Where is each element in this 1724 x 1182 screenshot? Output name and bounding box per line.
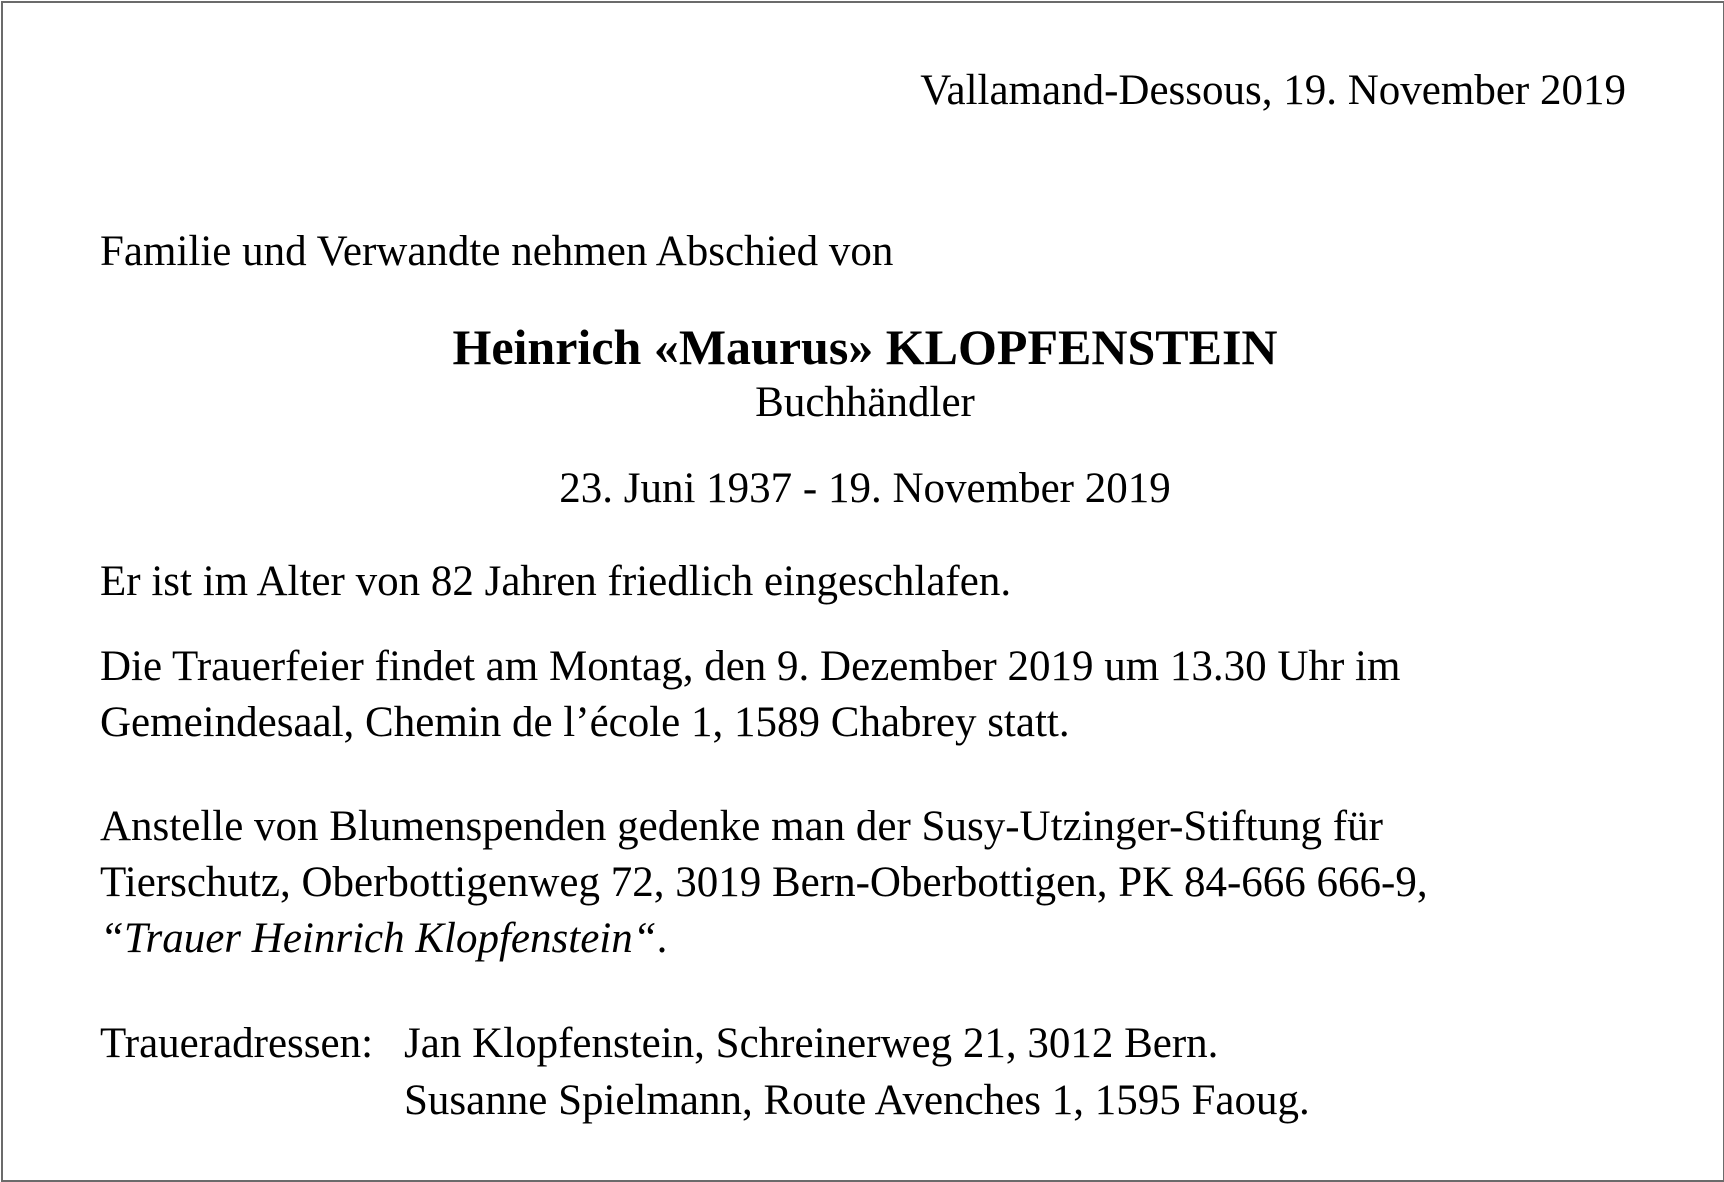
deceased-lifespan: 23. Juni 1937 - 19. November 2019 — [559, 465, 1171, 512]
donation-line-2: Tierschutz, Oberbottigenweg 72, 3019 Bern-Oberbottigen, PK 84-666 666-9, — [100, 859, 1428, 906]
service-paragraph — [100, 639, 1400, 751]
service-line-2: Gemeindesaal, Chemin de l’école 1, 1589 Chabrey statt. — [100, 699, 1070, 746]
deceased-name: Heinrich «Maurus» KLOPFENSTEIN — [452, 319, 1278, 375]
donation-reference-end: . — [656, 915, 668, 962]
mourning-addresses — [100, 1015, 1310, 1129]
obituary-card — [1, 1, 1724, 1182]
address-entry: Susanne Spielmann, Route Avenches 1, 1595 Faoug. — [404, 1077, 1310, 1124]
service-line-1: Die Trauerfeier findet am Montag, den 9. Dezember 2019 um 13.30 Uhr im — [100, 643, 1401, 690]
addresses-label: Traueradressen: — [100, 1020, 374, 1067]
address-entry: Jan Klopfenstein, Schreinerweg 21, 3012 Bern. — [404, 1020, 1219, 1067]
donation-reference: “Trauer Heinrich Klopfenstein“ — [100, 915, 657, 962]
address-row — [100, 1072, 1310, 1129]
address-row — [100, 1015, 1310, 1072]
place-date: Vallamand-Dessous, 19. November 2019 — [920, 67, 1626, 114]
intro-text: Familie und Verwandte nehmen Abschied von — [100, 228, 894, 275]
age-paragraph: Er ist im Alter von 82 Jahren friedlich eingeschlafen. — [100, 558, 1012, 605]
donation-line-1: Anstelle von Blumenspenden gedenke man der Susy-Utzinger-Stiftung für — [100, 803, 1383, 850]
donation-line-3 — [100, 911, 1428, 967]
deceased-profession: Buchhändler — [755, 379, 975, 426]
addresses-label-spacer — [100, 1072, 404, 1129]
donation-paragraph — [100, 799, 1428, 967]
